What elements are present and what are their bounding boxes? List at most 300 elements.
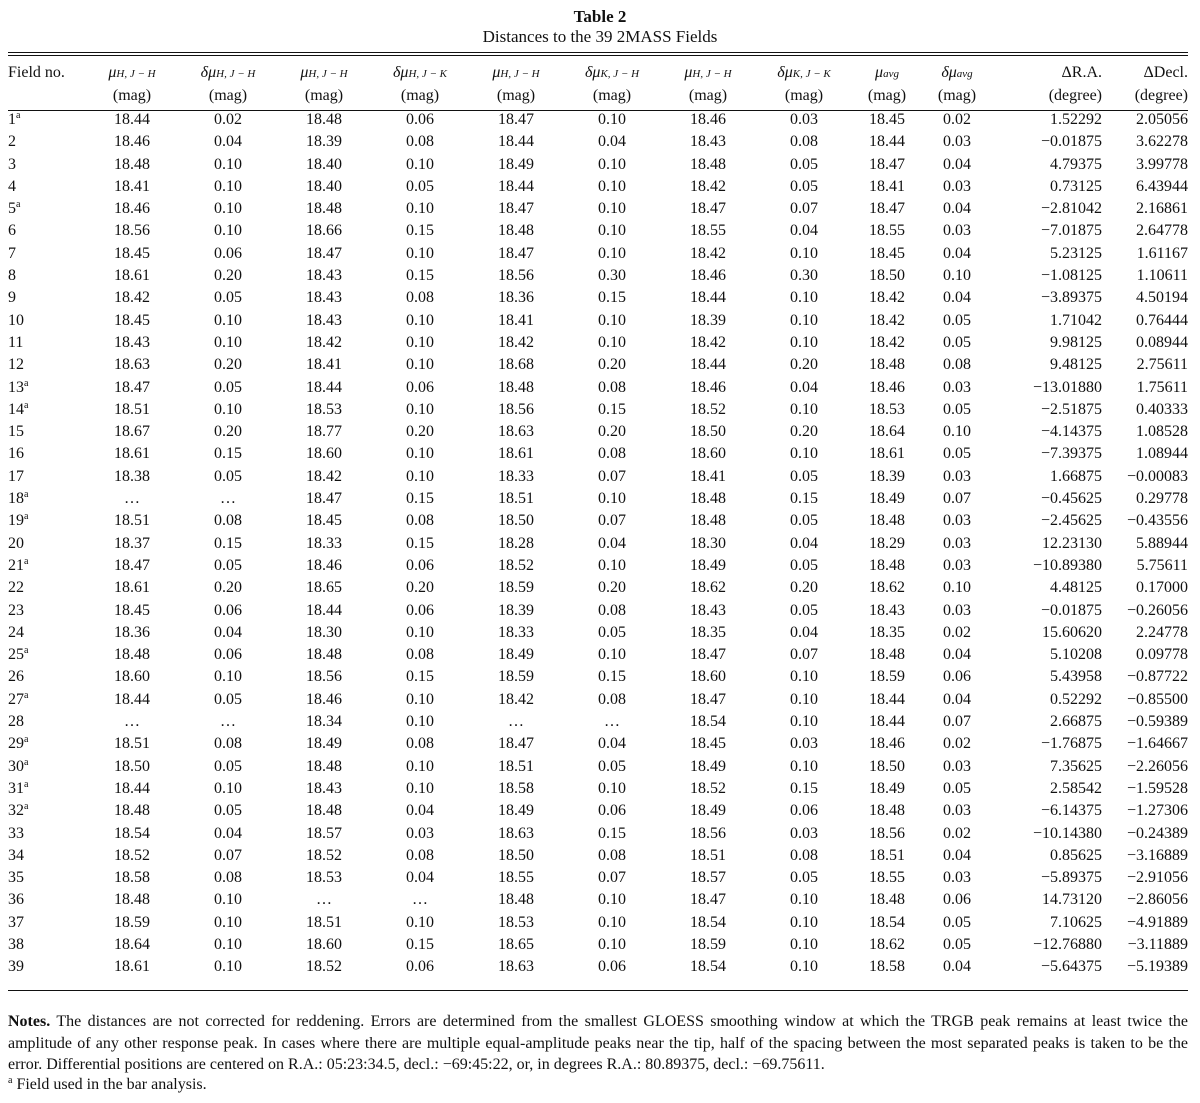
- table-row: [8, 287, 1188, 309]
- table-cell: 18.49: [869, 779, 905, 797]
- table-cell: 5.43958: [1050, 668, 1102, 686]
- table-cell: 18.37: [114, 534, 150, 552]
- table-cell: 1.08528: [1136, 423, 1188, 441]
- field-number: 18: [8, 490, 24, 508]
- table-cell: 0.08: [598, 690, 626, 708]
- column-header-symbol: μ: [492, 64, 501, 81]
- table-cell: 0.08: [406, 512, 434, 530]
- table-cell: 0.85625: [1050, 846, 1102, 864]
- table-cell: 1.75611: [1136, 378, 1188, 396]
- table-cell: 18.60: [690, 445, 726, 463]
- table-cell: 18.47: [498, 111, 534, 128]
- bar-analysis-mark: a: [24, 689, 29, 701]
- table-cell: 18.49: [690, 757, 726, 775]
- table-row: [8, 265, 1188, 287]
- field-number: 25: [8, 646, 24, 664]
- table-cell: 0.07: [790, 646, 818, 664]
- table-cell: 18.55: [498, 869, 534, 887]
- table-cell: 18.52: [498, 556, 534, 574]
- table-cell: 0.06: [598, 802, 626, 820]
- table-header: [8, 60, 1188, 106]
- table-cell: 0.20: [214, 267, 242, 285]
- table-cell: 0.15: [598, 824, 626, 842]
- table-cell: 18.45: [690, 735, 726, 753]
- top-rule: [8, 52, 1188, 53]
- table-cell: 0.03: [943, 601, 971, 619]
- table-row: [8, 488, 1188, 510]
- table-cell: 3.62278: [1136, 133, 1188, 151]
- notes-text: The distances are not corrected for reddening. Errors are determined from the smallest GLOESS smoothing window at which the TRGB peak remains at least twice the amplitude of any other response peak. In cases where there are multiple equal-amplitude peaks near the tip, half of the spacing between the most separated peaks is taken to be the error. Differential positions are centered on R.A.: 05:23:34.5, decl.: −69:45:22, or, in degrees R.A.: 80.89375, decl.: −69.75611.: [8, 1013, 1188, 1073]
- table-cell: −2.45625: [1040, 512, 1102, 530]
- table-cell: 18.44: [690, 289, 726, 307]
- bar-analysis-mark: a: [24, 377, 29, 389]
- table-cell: 0.10: [790, 935, 818, 953]
- table-cell: 0.10: [214, 913, 242, 931]
- table-cell: 18.47: [690, 200, 726, 218]
- table-cell: 18.48: [869, 891, 905, 909]
- table-cell: 18.61: [114, 958, 150, 976]
- table-cell: 18.47: [306, 244, 342, 262]
- table-cell: 18.53: [306, 869, 342, 887]
- table-cell: 18.45: [869, 111, 905, 128]
- table-cell: −0.01875: [1040, 133, 1102, 151]
- table-cell: 0.04: [790, 534, 818, 552]
- table-cell: 18.54: [690, 913, 726, 931]
- table-cell: 18.56: [690, 824, 726, 842]
- table-cell: 18.43: [114, 333, 150, 351]
- column-header-12: [1102, 60, 1188, 85]
- column-header-symbol: μ: [300, 64, 309, 81]
- table-cell: 18.45: [114, 311, 150, 329]
- table-cell: 18.39: [869, 467, 905, 485]
- table-cell: 0.09778: [1136, 646, 1188, 664]
- table-cell: 18.55: [869, 222, 905, 240]
- table-cell: 0.10: [790, 289, 818, 307]
- table-cell: 0.10: [406, 713, 434, 731]
- table-cell: 18.29: [869, 534, 905, 552]
- table-cell: 18.61: [114, 579, 150, 597]
- table-cell: 0.04: [406, 869, 434, 887]
- table-cell: 18.47: [114, 378, 150, 396]
- table-cell: 0.10: [790, 757, 818, 775]
- table-cell: −1.59528: [1126, 779, 1188, 797]
- table-cell: 0.76444: [1136, 311, 1188, 329]
- bar-analysis-mark: a: [16, 110, 21, 121]
- footnote-text: Field used in the bar analysis.: [16, 1076, 207, 1093]
- table-cell: 18.42: [306, 333, 342, 351]
- table-body: [8, 106, 1188, 979]
- field-number: 6: [8, 222, 16, 240]
- table-cell: 0.03: [790, 735, 818, 753]
- column-header-symbol: ΔDecl.: [1143, 64, 1188, 81]
- table-cell: 18.48: [114, 891, 150, 909]
- table-cell: 0.08: [406, 289, 434, 307]
- table-cell: 0.07: [598, 467, 626, 485]
- field-number: 11: [8, 333, 24, 351]
- table-cell: 18.50: [690, 423, 726, 441]
- table-cell: 0.10: [214, 155, 242, 173]
- table-cell: 0.03: [943, 556, 971, 574]
- table-cell: 0.06: [214, 601, 242, 619]
- table-cell: 18.46: [690, 111, 726, 128]
- table-cell: −10.89380: [1032, 556, 1102, 574]
- column-unit-label: (mag): [400, 87, 440, 104]
- table-cell: 18.48: [498, 222, 534, 240]
- table-cell: 0.73125: [1050, 177, 1102, 195]
- table-cell: 18.53: [498, 913, 534, 931]
- table-cell: 0.08: [790, 846, 818, 864]
- table-cell: −0.26056: [1126, 601, 1188, 619]
- column-header-3: [276, 60, 372, 85]
- table-row: [8, 644, 1188, 666]
- table-cell: −5.64375: [1040, 958, 1102, 976]
- table-cell: 18.51: [306, 913, 342, 931]
- column-header-7: [660, 60, 756, 85]
- table-cell: 18.46: [114, 200, 150, 218]
- table-cell: 0.03: [943, 177, 971, 195]
- table-cell: 18.52: [306, 846, 342, 864]
- table-cell: 0.15: [406, 490, 434, 508]
- table-cell: 5.10208: [1050, 646, 1102, 664]
- table-cell: 18.65: [306, 579, 342, 597]
- table-cell: 18.33: [498, 623, 534, 641]
- table-cell: 18.51: [498, 490, 534, 508]
- table-cell: 12.23130: [1042, 534, 1102, 552]
- column-header-subscript: H, J − H: [692, 68, 732, 80]
- column-header-11: [992, 60, 1102, 85]
- table-cell: 18.51: [690, 846, 726, 864]
- table-cell: 0.20: [598, 356, 626, 374]
- table-row: [8, 956, 1188, 978]
- column-header-symbol: δμ: [777, 64, 793, 81]
- table-cell: 0.04: [943, 200, 971, 218]
- table-cell: 0.07: [943, 490, 971, 508]
- table-cell: 0.29778: [1136, 490, 1188, 508]
- table-cell: 18.41: [114, 177, 150, 195]
- table-cell: 0.10: [598, 155, 626, 173]
- table-cell: 7.35625: [1050, 757, 1102, 775]
- table-cell: 0.10: [598, 244, 626, 262]
- table-cell: 18.47: [114, 556, 150, 574]
- table-cell: 18.41: [498, 311, 534, 329]
- table-cell: 0.10: [598, 333, 626, 351]
- table-cell: 0.05: [790, 155, 818, 173]
- column-header-4: [372, 60, 468, 85]
- bar-analysis-mark: a: [24, 756, 29, 768]
- table-cell: 0.08944: [1136, 333, 1188, 351]
- table-cell: −5.19389: [1126, 958, 1188, 976]
- table-cell: 0.03: [790, 824, 818, 842]
- table-cell: 0.52292: [1050, 690, 1102, 708]
- table-cell: 0.20: [790, 423, 818, 441]
- table-row: [8, 823, 1188, 845]
- table-cell: 0.15: [598, 400, 626, 418]
- table-cell: 0.08: [790, 133, 818, 151]
- table-cell: 5.88944: [1136, 534, 1188, 552]
- table-cell: 1.10611: [1136, 267, 1188, 285]
- table-cell: 18.51: [114, 512, 150, 530]
- table-cell: 0.20: [214, 423, 242, 441]
- table-cell: 18.59: [114, 913, 150, 931]
- table-cell: −4.14375: [1040, 423, 1102, 441]
- column-unit-2: [180, 85, 276, 106]
- table-cell: 0.04: [214, 133, 242, 151]
- table-row: [8, 154, 1188, 176]
- field-number-cell: [8, 332, 84, 354]
- table-cell: 0.06: [406, 556, 434, 574]
- table-row: [8, 510, 1188, 532]
- field-number-cell: [8, 510, 84, 532]
- table-cell: 18.46: [306, 556, 342, 574]
- table-cell: 0.10: [598, 200, 626, 218]
- table-cell: 18.46: [690, 267, 726, 285]
- field-number: 17: [8, 467, 24, 485]
- table-cell: 0.06: [406, 111, 434, 128]
- table-cell: 18.44: [498, 177, 534, 195]
- field-number-cell: [8, 488, 84, 510]
- table-cell: −0.24389: [1126, 824, 1188, 842]
- table-cell: 0.05: [214, 467, 242, 485]
- column-unit-8: [756, 85, 852, 106]
- table-cell: −0.45625: [1040, 490, 1102, 508]
- table-cell: 18.39: [306, 133, 342, 151]
- table-cell: 0.10: [214, 222, 242, 240]
- table-row: [8, 800, 1188, 822]
- column-header-symbol: δμ: [584, 64, 601, 81]
- table-cell: 18.46: [869, 378, 905, 396]
- table-cell: 18.48: [114, 646, 150, 664]
- table-cell: 0.10: [598, 311, 626, 329]
- table-cell: 0.10: [214, 891, 242, 909]
- table-cell: 18.30: [690, 534, 726, 552]
- table-cell: −2.86056: [1126, 891, 1188, 909]
- table-cell: 0.04: [790, 222, 818, 240]
- table-cell: 18.59: [869, 668, 905, 686]
- table-row: [8, 198, 1188, 220]
- column-header-subscript: H, J − H: [116, 68, 156, 80]
- field-number-cell: [8, 466, 84, 488]
- table-cell: 18.43: [306, 311, 342, 329]
- table-cell: 0.05: [214, 802, 242, 820]
- table-cell: 18.59: [498, 579, 534, 597]
- table-cell: 2.75611: [1136, 356, 1188, 374]
- table-cell: 18.58: [869, 958, 905, 976]
- table-cell: 18.51: [114, 735, 150, 753]
- table-cell: 0.10: [406, 779, 434, 797]
- table-cell: 0.06: [214, 244, 242, 262]
- table-cell: 0.04: [790, 623, 818, 641]
- table-cell: 18.48: [869, 646, 905, 664]
- table-row: [8, 533, 1188, 555]
- table-cell: 0.10: [598, 222, 626, 240]
- table-cell: 2.66875: [1050, 713, 1102, 731]
- table-cell: 18.35: [690, 623, 726, 641]
- table-cell: 18.62: [690, 579, 726, 597]
- table-cell: 18.58: [114, 869, 150, 887]
- table-cell: 18.44: [306, 601, 342, 619]
- table-cell: 0.07: [943, 713, 971, 731]
- table-cell: 0.10: [406, 757, 434, 775]
- column-header-subscript: H, J − H: [216, 68, 256, 80]
- table-cell: −2.81042: [1040, 200, 1102, 218]
- table-cell: 0.15: [790, 779, 818, 797]
- table-cell: 18.47: [690, 646, 726, 664]
- bar-analysis-mark: a: [24, 399, 29, 411]
- table-cell: 18.49: [306, 735, 342, 753]
- table-cell: 18.48: [690, 512, 726, 530]
- column-header-2: [180, 60, 276, 85]
- field-number: 20: [8, 534, 24, 552]
- table-cell: 0.04: [406, 802, 434, 820]
- field-number: 24: [8, 623, 24, 641]
- table-cell: 3.99778: [1136, 155, 1188, 173]
- table-cell: 0.10: [790, 244, 818, 262]
- table-cell: 18.38: [114, 467, 150, 485]
- table-cell: 18.35: [869, 623, 905, 641]
- bottom-rule: [8, 990, 1188, 991]
- table-cell: −10.14380: [1032, 824, 1102, 842]
- table-cell: 0.05: [943, 935, 971, 953]
- table-cell: 18.62: [869, 579, 905, 597]
- field-number: 1: [8, 111, 16, 128]
- table-cell: 15.60620: [1042, 623, 1102, 641]
- column-unit-10: [922, 85, 992, 106]
- table-cell: 18.48: [498, 891, 534, 909]
- table-cell: −1.64667: [1126, 735, 1188, 753]
- table-cell: 0.08: [406, 133, 434, 151]
- field-number: 32: [8, 802, 24, 820]
- table-cell: 18.47: [690, 891, 726, 909]
- table-cell: 0.20: [790, 579, 818, 597]
- column-header-1: [84, 60, 180, 85]
- table-cell: 2.16861: [1136, 200, 1188, 218]
- column-header-subscript: H, J − H: [500, 68, 540, 80]
- field-number-cell: [8, 912, 84, 934]
- table-cell: 0.08: [406, 646, 434, 664]
- field-number: 33: [8, 824, 24, 842]
- table-notes: [8, 1011, 1188, 1076]
- footnote: [8, 1076, 207, 1094]
- table-cell: 0.10: [790, 668, 818, 686]
- field-number: 8: [8, 267, 16, 285]
- table-row: [8, 711, 1188, 733]
- table-cell: 0.10: [790, 400, 818, 418]
- column-unit-label: (mag): [784, 87, 824, 104]
- bar-analysis-mark: a: [24, 801, 29, 813]
- table-cell: 0.05: [943, 913, 971, 931]
- table-cell: 18.46: [114, 133, 150, 151]
- column-header-symbol: Field no.: [8, 64, 65, 81]
- field-number-cell: [8, 577, 84, 599]
- field-number-cell: [8, 889, 84, 911]
- table-cell: 0.10: [598, 556, 626, 574]
- table-cell: 18.48: [114, 155, 150, 173]
- table-cell: 0.05: [790, 869, 818, 887]
- table-cell: 0.10: [598, 891, 626, 909]
- table-cell: −1.27306: [1126, 802, 1188, 820]
- table-cell: 0.10: [214, 200, 242, 218]
- table-cell: −5.89375: [1040, 869, 1102, 887]
- table-cell: 0.05: [790, 601, 818, 619]
- table-cell: 18.28: [498, 534, 534, 552]
- table-cell: 0.10: [598, 111, 626, 128]
- field-number-cell: [8, 689, 84, 711]
- table-cell: 18.52: [690, 779, 726, 797]
- field-number: 26: [8, 668, 24, 686]
- table-row: [8, 131, 1188, 153]
- field-number: 28: [8, 713, 24, 731]
- table-cell: …: [124, 713, 140, 731]
- table-cell: …: [316, 891, 332, 909]
- field-number-cell: [8, 622, 84, 644]
- table-cell: 5.75611: [1136, 556, 1188, 574]
- bar-analysis-mark: a: [24, 555, 29, 567]
- table-cell: 18.49: [690, 556, 726, 574]
- table-cell: 18.50: [498, 846, 534, 864]
- table-cell: 1.66875: [1050, 467, 1102, 485]
- table-cell: 9.98125: [1050, 333, 1102, 351]
- table-cell: 18.51: [869, 846, 905, 864]
- column-unit-11: [992, 85, 1102, 106]
- field-number-cell: [8, 399, 84, 421]
- table-row: [8, 377, 1188, 399]
- table-cell: 18.52: [114, 846, 150, 864]
- table-cell: 18.67: [114, 423, 150, 441]
- table-cell: 18.43: [690, 133, 726, 151]
- table-cell: 18.56: [869, 824, 905, 842]
- table-cell: −4.91889: [1126, 913, 1188, 931]
- table-cell: 18.45: [114, 244, 150, 262]
- table-cell: 18.56: [114, 222, 150, 240]
- table-cell: 18.44: [498, 133, 534, 151]
- table-cell: 0.17000: [1136, 579, 1188, 597]
- field-number-cell: [8, 176, 84, 198]
- column-header-10: [922, 60, 992, 85]
- table-cell: 1.52292: [1050, 111, 1102, 128]
- table-cell: 0.06: [790, 802, 818, 820]
- table-cell: 0.08: [214, 735, 242, 753]
- table-cell: 0.10: [598, 779, 626, 797]
- table-cell: 18.60: [690, 668, 726, 686]
- table-cell: 0.06: [943, 891, 971, 909]
- table-cell: 18.45: [114, 601, 150, 619]
- column-unit-6: [564, 85, 660, 106]
- table-cell: 0.06: [943, 668, 971, 686]
- table-cell: 0.10: [943, 579, 971, 597]
- table-cell: 0.06: [214, 646, 242, 664]
- table-cell: 0.04: [790, 378, 818, 396]
- table-cell: 0.10: [406, 311, 434, 329]
- table-cell: −0.87722: [1126, 668, 1188, 686]
- table-cell: 18.42: [869, 311, 905, 329]
- table-cell: 18.48: [306, 757, 342, 775]
- table-cell: 0.10: [406, 445, 434, 463]
- field-number: 3: [8, 155, 16, 173]
- table-cell: 0.40333: [1136, 400, 1188, 418]
- table-cell: 18.42: [690, 333, 726, 351]
- field-number-cell: [8, 287, 84, 309]
- field-number: 13: [8, 378, 24, 396]
- table-row: [8, 934, 1188, 956]
- footnote-mark: a: [8, 1075, 13, 1086]
- top-rule-2: [8, 55, 1188, 56]
- table-cell: 0.05: [214, 690, 242, 708]
- table-cell: −0.59389: [1126, 713, 1188, 731]
- table-cell: 0.04: [943, 846, 971, 864]
- table-cell: 0.10: [598, 177, 626, 195]
- table-cell: 0.04: [943, 958, 971, 976]
- table-cell: 18.36: [498, 289, 534, 307]
